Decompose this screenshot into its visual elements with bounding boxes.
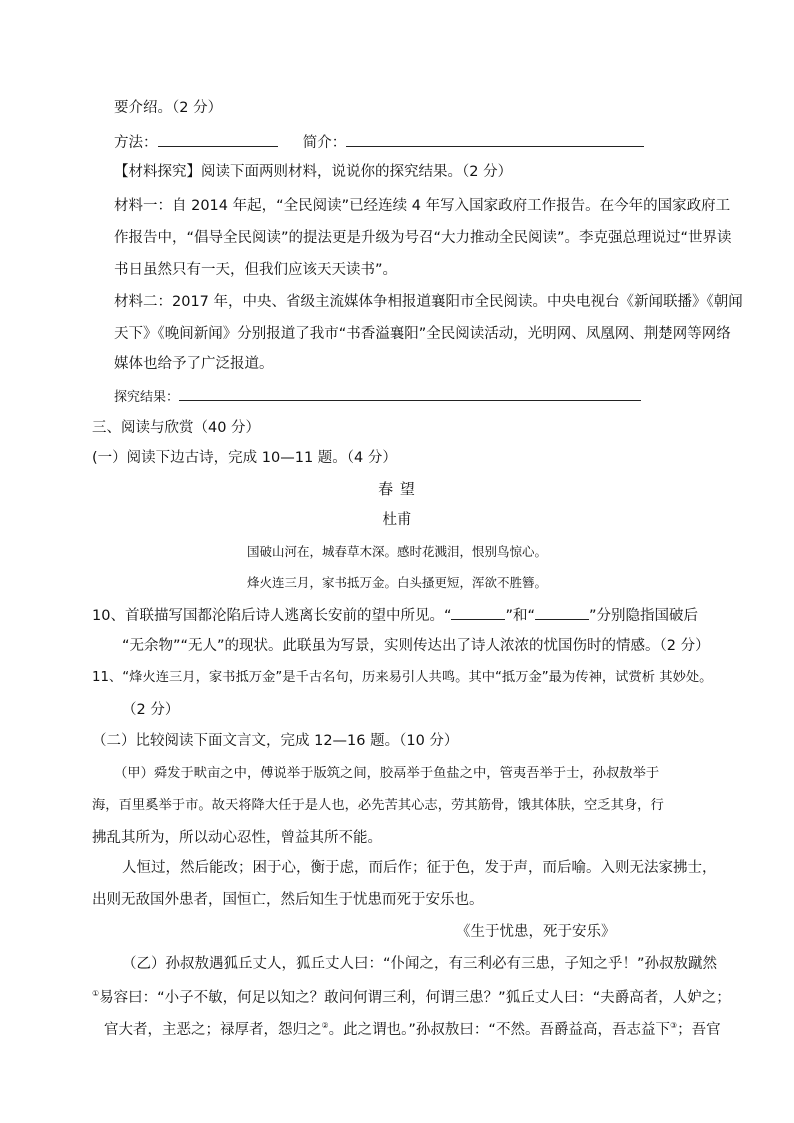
- poem-line1: 国破山河在，城春草木深。感时花溅泪，恨别鸟惊心。: [246, 544, 547, 559]
- q10-line2: “无余物”“无人”的现状。此联虽为写景，实则传达出了诗人浓浓的忧国伤时的情感。（2 分）: [122, 638, 710, 654]
- result-label: 探究结果：: [114, 390, 180, 405]
- yi-line1: （乙）孙叔敖遇狐丘丈人，狐丘丈人曰：“仆闻之，有三利必有三患，子知之乎！”孙叔敖蹴然: [122, 956, 718, 972]
- yi-line3-text-c: ；吾官: [677, 1021, 721, 1038]
- q10-blank-1[interactable]: [451, 605, 505, 620]
- footnote-marker-2: ②: [321, 1021, 329, 1030]
- yi-line2-text: 易容曰：“小子不敏，何足以知之？敢问何谓三利，何谓三患？”狐丘丈人曰：“夫爵高者，人妒之；: [99, 989, 731, 1006]
- footnote-marker-3: ③: [669, 1021, 678, 1030]
- material2-line2: 天下》《晚间新闻》分别报道了我市“书香溢襄阳”全民阅读活动，光明网、凤凰网、荆楚网等网络: [114, 326, 731, 342]
- material1-line1: 材料一：自 2014 年起，“全民阅读”已经连续 4 年写入国家政府工作报告。在今年的国家政府工: [114, 198, 731, 214]
- q10-blank-2[interactable]: [535, 605, 589, 620]
- material1-line3: 书日虽然只有一天，但我们应该天天读书”。: [114, 262, 398, 278]
- q10-text-c: ”分别隐指国破后: [589, 608, 699, 624]
- q10-line1: [92, 605, 698, 626]
- yi-line3: [104, 1016, 721, 1040]
- material1-line2: 作报告中，“倡导全民阅读”的提法更是升级为号召“大力推动全民阅读”。李克强总理说过“世界读: [114, 230, 732, 246]
- jia-para2-line1: 人恒过，然后能改；困于心，衡于虑，而后作；征于色，发于声，而后喻。入则无法家拂士，: [122, 860, 717, 876]
- jia-line3: 拂乱其所为，所以动心忍性，曾益其所不能。: [92, 830, 382, 846]
- jia-para2-line2: 出则无敌国外患者，国恒亡，然后知生于忧患而死于安乐也。: [92, 892, 484, 908]
- method-label: 方法：: [114, 135, 158, 151]
- q11-line1: 11、“烽火连三月，家书抵万金”是千古名句，历来易引人共鸣。其中“抵万金”最为传神，试赏析 其妙处。: [92, 670, 713, 685]
- part2-heading: （二）比较阅读下面文言文，完成 12—16 题。（10 分）: [92, 733, 459, 749]
- poem-line2: 烽火连三月，家书抵万金。白头搔更短，浑欲不胜簪。: [246, 575, 547, 590]
- section3-heading: 三、阅读与欣赏（40 分）: [92, 420, 261, 436]
- intro-blank[interactable]: [346, 132, 644, 147]
- intro-line: 要介绍。（2 分）: [114, 100, 223, 116]
- method-row: [114, 132, 644, 153]
- result-blank[interactable]: [179, 386, 641, 401]
- intro-label: 简介：: [302, 135, 347, 151]
- footnote-marker-1: ①: [92, 989, 100, 998]
- result-row: [114, 386, 641, 408]
- poem-author: 杜甫: [382, 512, 412, 528]
- material2-line1: 材料二：2017 年，中央、省级主流媒体争相报道襄阳市全民阅读。中央电视台《新闻联播》《朝闻: [114, 294, 743, 310]
- jia-source: 《生于忧患，死于安乐》: [456, 924, 616, 940]
- method-blank[interactable]: [158, 132, 278, 147]
- q11-line2: （2 分）: [122, 702, 180, 718]
- q10-text-b: ”和“: [505, 608, 535, 624]
- part1-heading: (一）阅读下边古诗，完成 10—11 题。（4 分）: [92, 450, 397, 466]
- q10-text-a: 10、首联描写国都沦陷后诗人逃离长安前的望中所见。“: [92, 608, 452, 624]
- jia-line1: （甲）舜发于畎亩之中，傅说举于版筑之间，胶鬲举于鱼盐之中，管夷吾举于士，孙叔敖举于: [114, 766, 660, 781]
- yi-line3-text-b: 。此之谓也。”孙叔敖曰：“不然。吾爵益高，吾志益下: [328, 1021, 670, 1038]
- yi-line2: [92, 984, 731, 1008]
- yi-line3-text-a: 官大者，主恶之；禄厚者，怨归之: [104, 1021, 322, 1038]
- jia-line2: 海，百里奚举于市。故天将降大任于是人也，必先苦其心志，劳其筋骨，饿其体肤，空乏其身，行: [92, 798, 664, 813]
- poem-title: 春 望: [378, 480, 416, 498]
- material2-line3: 媒体也给予了广泛报道。: [114, 356, 274, 372]
- explore-prompt: 【材料探究】阅读下面两则材料，说说你的探究结果。（2 分）: [114, 164, 513, 180]
